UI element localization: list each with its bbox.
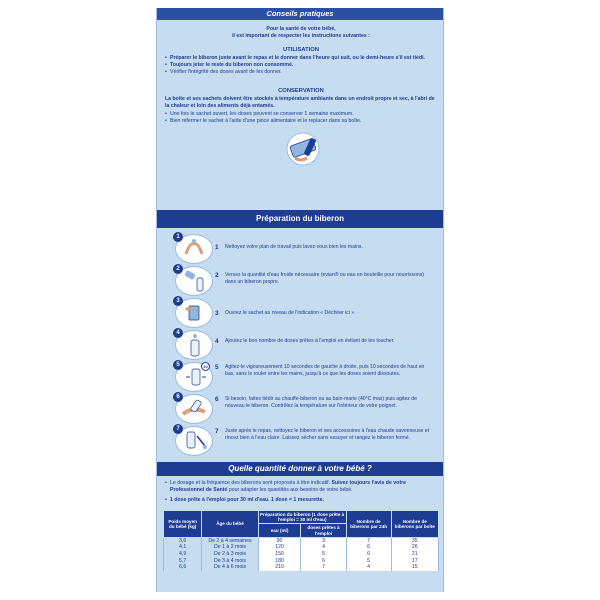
quantite-note-1-bold: Suivez toujours l'avis de votre Professionnel de Santé: [170, 480, 406, 493]
package-back-panel: [156, 8, 444, 592]
quantite-header: Quelle quantité donner à votre bébé ?: [157, 462, 443, 476]
cell-poids: 6,6: [164, 564, 202, 571]
conservation-title: CONSERVATION: [278, 88, 324, 94]
cell-doses: 5: [301, 551, 346, 558]
cell-doses: 3: [301, 537, 346, 544]
step-3-number: 3: [215, 310, 219, 317]
utilisation-item: • Toujours jeter le reste du biberon non consommé.: [165, 62, 437, 69]
cell-nb24: 6: [346, 551, 391, 558]
cell-doses: 7: [301, 564, 346, 571]
preparation-box: [163, 230, 439, 458]
step-4-text: Ajoutez le bon nombre de doses prêtes à l'emploi en évitant de les toucher.: [225, 338, 395, 344]
open-sachet-icon: [183, 302, 205, 324]
step-7-badge: 7: [173, 424, 183, 434]
cell-doses: 6: [301, 558, 346, 565]
preparation-header: Préparation du biberon: [157, 210, 443, 228]
conservation-item: • Bien refermer le sachet à l'aide d'une pince alimentaire et le replacer dans sa boîte.: [165, 118, 437, 125]
col-doses-header: doses prêtes à l'emploi: [301, 524, 346, 537]
cell-age: De 1 à 2 mois: [202, 544, 258, 551]
col-nb24-header: Nombre de biberons par 24h: [346, 511, 391, 538]
cell-boite: 26: [391, 544, 438, 551]
conservation-item: • Une fois le sachet ouvert, les doses peuvent se conserver 1 semaine maximum.: [165, 111, 437, 118]
cell-nb24: 6: [346, 544, 391, 551]
step-6-badge: 6: [173, 392, 183, 402]
hands-icon: [183, 238, 205, 258]
cell-nb24: 7: [346, 537, 391, 544]
step-2-text: Versez la quantité d'eau froide nécessaire (evian® ou eau en bouteille pour nourrissons) dans un biberon propre.: [225, 272, 424, 285]
conseils-intro-1: Pour la santé de votre bébé,: [266, 26, 336, 32]
col-age-header: Âge du bébé: [202, 511, 258, 538]
cell-poids: 4,1: [164, 544, 202, 551]
water-bottle-pour-icon: [183, 270, 207, 292]
cell-boite: 15: [391, 564, 438, 571]
step-7-text: Juste après le repas, nettoyez le biberon et ses accessoires à l'eau chaude savonneuse et rincez bien à l'eau claire. Laissez sécher sans essuyer et rangez le biberon fermé.: [225, 428, 429, 441]
table-row: [164, 558, 439, 565]
step-4-badge: 4: [173, 328, 183, 338]
cell-poids: 5,7: [164, 558, 202, 565]
quantite-note-1-text: Le dosage et la fréquence des biberons sont proposés à titre indicatif.: [170, 480, 331, 486]
cell-eau: 150: [258, 551, 301, 558]
col-nbboite-header: Nombre de biberons par boîte: [391, 511, 438, 538]
quantite-note-2: [165, 497, 437, 504]
wrist-temperature-icon: [181, 398, 209, 420]
cell-doses: 4: [301, 544, 346, 551]
step-1-badge: 1: [173, 232, 183, 242]
cell-eau: 120: [258, 544, 301, 551]
cell-age: De 3 à 4 mois: [202, 558, 258, 565]
timer-10s-badge: 10: [201, 362, 210, 371]
quantity-table: [163, 510, 439, 571]
step-3-badge: 3: [173, 296, 183, 306]
table-row: [164, 537, 439, 544]
quantite-note-1: [165, 480, 437, 494]
clean-bottle-icon: [183, 428, 209, 452]
step-6-number: 6: [215, 396, 219, 403]
step-4-number: 4: [215, 338, 219, 345]
step-5-badge: 5: [173, 360, 183, 370]
step-5-number: 5: [215, 364, 219, 371]
step-1-number: 1: [215, 244, 219, 251]
cell-poids: 4,9: [164, 551, 202, 558]
step-7-number: 7: [215, 428, 219, 435]
col-eau-header: eau (ml): [258, 524, 301, 537]
conservation-list: [165, 111, 437, 125]
cell-boite: 21: [391, 551, 438, 558]
cell-nb24: 4: [346, 564, 391, 571]
cell-age: De 4 à 6 mois: [202, 564, 258, 571]
cell-eau: 180: [258, 558, 301, 565]
quantite-note-2-text: • 1 dose prête à l'emploi pour 30 ml d'eau. 1 dose = 1 mesurette.: [165, 497, 437, 504]
conseils-header: Conseils pratiques: [157, 8, 443, 20]
conseils-intro-2: il est important de respecter les instructions suivantes :: [232, 33, 370, 39]
add-doses-icon: [185, 332, 205, 358]
step-5-text: Agitez-le vigoureusement 10 secondes de gauche à droite, puis 10 secondes de haut en bas, sans le rouler entre les mains, jusqu'à ce que les doses soient dissoutes.: [225, 364, 425, 377]
col-prep-header: Préparation du biberon (1 dose prête à l'emploi = 30 ml d'eau): [259, 512, 345, 523]
step-3-text: Ouvrez le sachet au niveau de l'indication « Déchirer ici ».: [225, 310, 356, 316]
quantite-note-1-end: pour adapter les quantités aux besoins de votre bébé.: [228, 487, 353, 493]
step-2-badge: 2: [173, 264, 183, 274]
utilisation-title: UTILISATION: [283, 47, 319, 53]
step-1-text: Nettoyez votre plan de travail puis lavez-vous bien les mains.: [225, 244, 363, 250]
conservation-text: La boîte et ses sachets doivent être stockés à température ambiante dans un endroit propre et sec, à l'abri de la chaleur et loin des aliments déjà entamés.: [165, 96, 435, 109]
cell-boite: 17: [391, 558, 438, 565]
utilisation-item: • Vérifier l'intégrité des doses avant de les donner.: [165, 69, 437, 76]
cell-boite: 35: [391, 537, 438, 544]
table-row: [164, 551, 439, 558]
cell-age: De 2 à 4 semaines: [202, 537, 258, 544]
col-poids-header: Poids moyen du bébé (kg): [164, 511, 202, 538]
cell-age: De 2 à 3 mois: [202, 551, 258, 558]
step-2-number: 2: [215, 272, 219, 279]
step-6-text: Si besoin, faites tiédir au chauffe-biberon ou au bain-marie (40°C max) puis agitez de nouveau le biberon. Contrôlez la température sur l'intérieur de votre poignet.: [225, 396, 417, 409]
cell-eau: 90: [258, 537, 301, 544]
utilisation-list: [165, 55, 437, 76]
conseils-box: [163, 24, 439, 200]
cell-poids: 3,6: [164, 537, 202, 544]
sachet-clip-illustration: [273, 132, 333, 166]
cell-eau: 210: [258, 564, 301, 571]
table-row: [164, 564, 439, 571]
table-row: [164, 544, 439, 551]
utilisation-item: • Préparer le biberon juste avant le repas et le donner dans l'heure qui suit, ou le demi-heure s'il est tiédi.: [165, 55, 437, 62]
cell-nb24: 5: [346, 558, 391, 565]
